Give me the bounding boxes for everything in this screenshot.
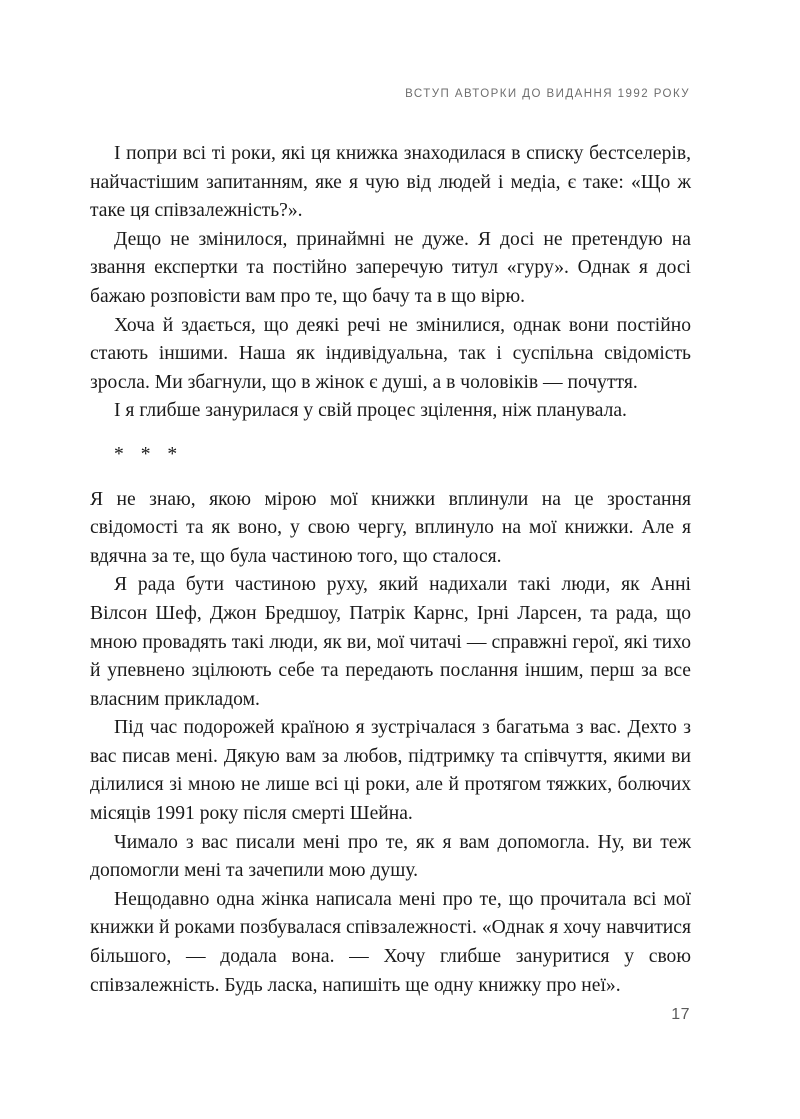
paragraph: Хоча й здається, що деякі речі не змінилися, однак вони постійно стають іншими. Наша як індивідуальна, так і суспільна свідомість зросла. Ми збагнули, що в жінок є душі, а в чоловіків — почуття. — [90, 314, 691, 393]
paragraph: Я не знаю, якою мірою мої книжки вплинули на це зростання свідомості та як воно, у свою чергу, вплинуло на мої книжки. Але я вдячна за те, що була частиною того, що сталося. — [90, 488, 691, 567]
paragraph: Нещодавно одна жінка написала мені про те, що прочитала всі мої книжки й роками позбувалася співзалежності. «Однак я хочу навчитися більшого, — додала вона. — Хочу глибше зануритися у свою співзалежність. Будь ласка, напишіть ще одну книжку про неї». — [90, 888, 691, 996]
paragraph: Під час подорожей країною я зустрічалася з багатьма з вас. Дехто з вас писав мені. Дякую вам за любов, підтримку та співчуття, якими ви ділилися зі мною не лише всі ці роки, але й протягом тяжких, болючих місяців 1991 року після смерті Шейна. — [90, 717, 691, 825]
paragraph: І я глибше занурилася у свій процес зцілення, ніж планувала. — [114, 400, 627, 422]
paragraph: Чимало з вас писали мені про те, як я вам допомогла. Ну, ви теж допомогли мені та зачепили мою душу. — [90, 831, 691, 882]
body-text-column — [90, 140, 691, 1000]
running-head: ВСТУП АВТОРКИ ДО ВИДАННЯ 1992 РОКУ — [405, 88, 690, 100]
page-number: 17 — [671, 1006, 690, 1023]
paragraph: Я рада бути частиною руху, який надихали такі люди, як Анні Вілсон Шеф, Джон Бредшоу, Патрік Карнс, Ірні Ларсен, та рада, що мною провадять такі люди, як ви, мої читачі — справжні герої, які тихо й упевнено зцілюють себе та передають послання іншим, перш за все власним прикладом. — [90, 574, 691, 710]
paragraph: І попри всі ті роки, які ця книжка знаходилася в списку бестселерів, найчастішим запитанням, яке я чую від людей і медіа, є таке: «Що ж таке ця співзалежність?». — [90, 143, 691, 222]
paragraph: Дещо не змінилося, принаймні не дуже. Я досі не претендую на звання експертки та постійно заперечую титул «гуру». Однак я досі бажаю розповісти вам про те, що бачу та в що вірю. — [90, 228, 691, 307]
scene-break-asterisks: * * * — [114, 443, 184, 465]
